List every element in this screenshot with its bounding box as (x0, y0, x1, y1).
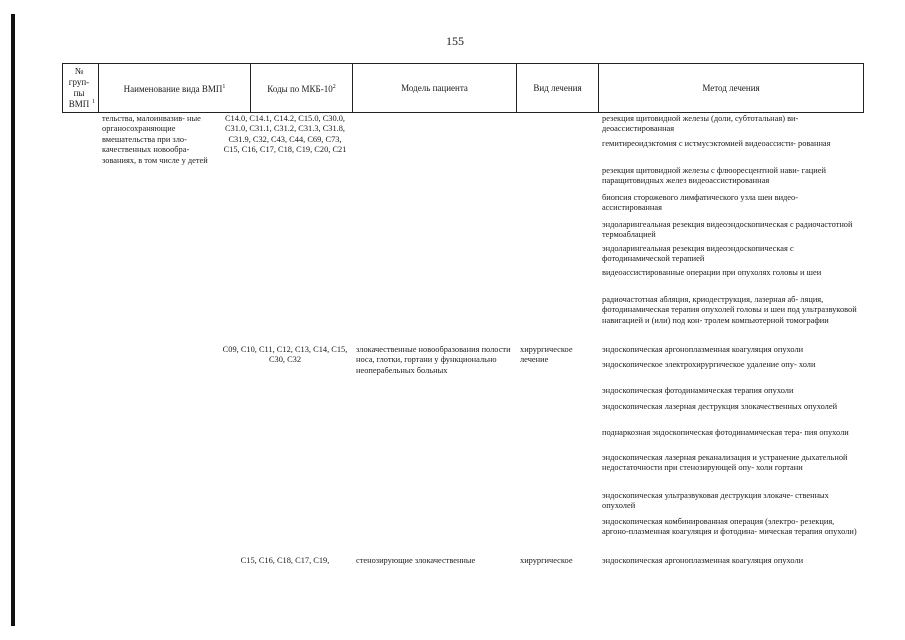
row1-codes: C14.0, C14.1, C14.2, C15.0, C30.0, C31.0, C31.1, C31.2, C31.3, C31.8, C31.9, C32, C43, C44, C69, C73, C15, C16, C17, C18, C19, C20, C21 (223, 114, 347, 155)
row1-method-6: эндоларингеальная резекция видеоэндоскопическая с фотодинамической терапией (602, 244, 794, 264)
row2-treatment: хирургическое лечение (520, 345, 573, 365)
header-icd-codes-label: Коды по МКБ-10 (267, 83, 333, 94)
header-group-no-sup: 1 (92, 99, 95, 105)
row3-method-1: эндоскопическая аргоноплазменная коагуляция опухоли (602, 556, 804, 565)
header-patient-model (352, 63, 516, 113)
row2-method-4: эндоскопическая лазерная деструкция злокачественных опухолей (602, 402, 838, 411)
row1-method-5: эндоларингеальная резекция видеоэндоскопическая с радиочастотной термоаблацией (602, 220, 853, 240)
header-icd-codes-sup: 2 (332, 83, 336, 90)
vmp-name-text: тельства, малоинвазив- ные органосохраняющие вмешательства при зло- качественных новообра- зованиях, в том числе у детей (102, 114, 208, 165)
row2-method-8: эндоскопическая комбинированная операция (электро- резекция, аргоно-плазменная коагуляция и фотодина- мическая терапия опухоли) (602, 517, 857, 537)
row3-treatment: хирургическое (520, 556, 573, 565)
page-number: 155 (446, 34, 464, 48)
row2-method-7: эндоскопическая ультразвуковая деструкция злокаче- ственных опухолей (602, 491, 829, 511)
row1-method-1: резекция щитовидной железы (доли, субтотальная) ви- деоассистированная (602, 114, 799, 134)
row1-method-2: гемитиреоидэктомия с истмусэктомией видеоассисти- рованная (602, 139, 831, 148)
header-vmp-name (98, 63, 250, 113)
row1-method-4: биопсия сторожевого лимфатического узла шеи видео- ассистированная (602, 193, 799, 213)
header-patient-model-label: Модель пациента (401, 82, 468, 93)
header-vmp-name-sup: 1 (222, 83, 226, 90)
row2-patient-model: злокачественные новообразования полости носа, глотки, гортани у функционально неоперабельных больных (356, 345, 511, 375)
row3-patient-model: стенозирующие злокачественные (356, 556, 476, 565)
row1-method-7: видеоассистированные операции при опухолях головы и шеи (602, 268, 822, 277)
header-group-no-label: № груп- пы ВМП (68, 66, 90, 109)
row2-method-1: эндоскопическая аргоноплазменная коагуляция опухоли (602, 345, 804, 354)
row2-method-6: эндоскопическая лазерная реканализация и устранение дыхательной недостаточности при стенозирующей опу- холи гортани (602, 453, 848, 473)
header-vmp-name-label: Наименование вида ВМП (123, 83, 223, 94)
header-method-label: Метод лечения (702, 82, 760, 93)
header-treatment-type (516, 63, 598, 113)
row2-codes: C09, C10, C11, C12, C13, C14, C15, C30, C32 (222, 345, 348, 365)
row1-method-3: резекция щитовидной железы с флюоресцентной нави- гацией паращитовидных желез видеоассистированная (602, 166, 826, 186)
header-method (598, 63, 864, 113)
header-group-no (62, 63, 98, 113)
scan-margin-bar (11, 14, 15, 626)
row2-method-2: эндоскопическое электрохирургическое удаление опу- холи (602, 360, 816, 369)
row2-method-3: эндоскопическая фотодинамическая терапия опухоли (602, 386, 794, 395)
row1-method-8: радиочастотная абляция, криодеструкция, лазерная аб- ляция, фотодинамическая терапия опухолей головы и шеи под ультразвуковой навигацией и (или) под кон- тролем компьютерной томографии (602, 295, 857, 325)
header-treatment-type-label: Вид лечения (533, 82, 582, 93)
header-icd-codes (250, 63, 352, 113)
row2-method-5: поднаркозная эндоскопическая фотодинамическая тера- пия опухоли (602, 428, 849, 437)
row3-codes: C15, C16, C18, C17, C19, (240, 556, 330, 565)
